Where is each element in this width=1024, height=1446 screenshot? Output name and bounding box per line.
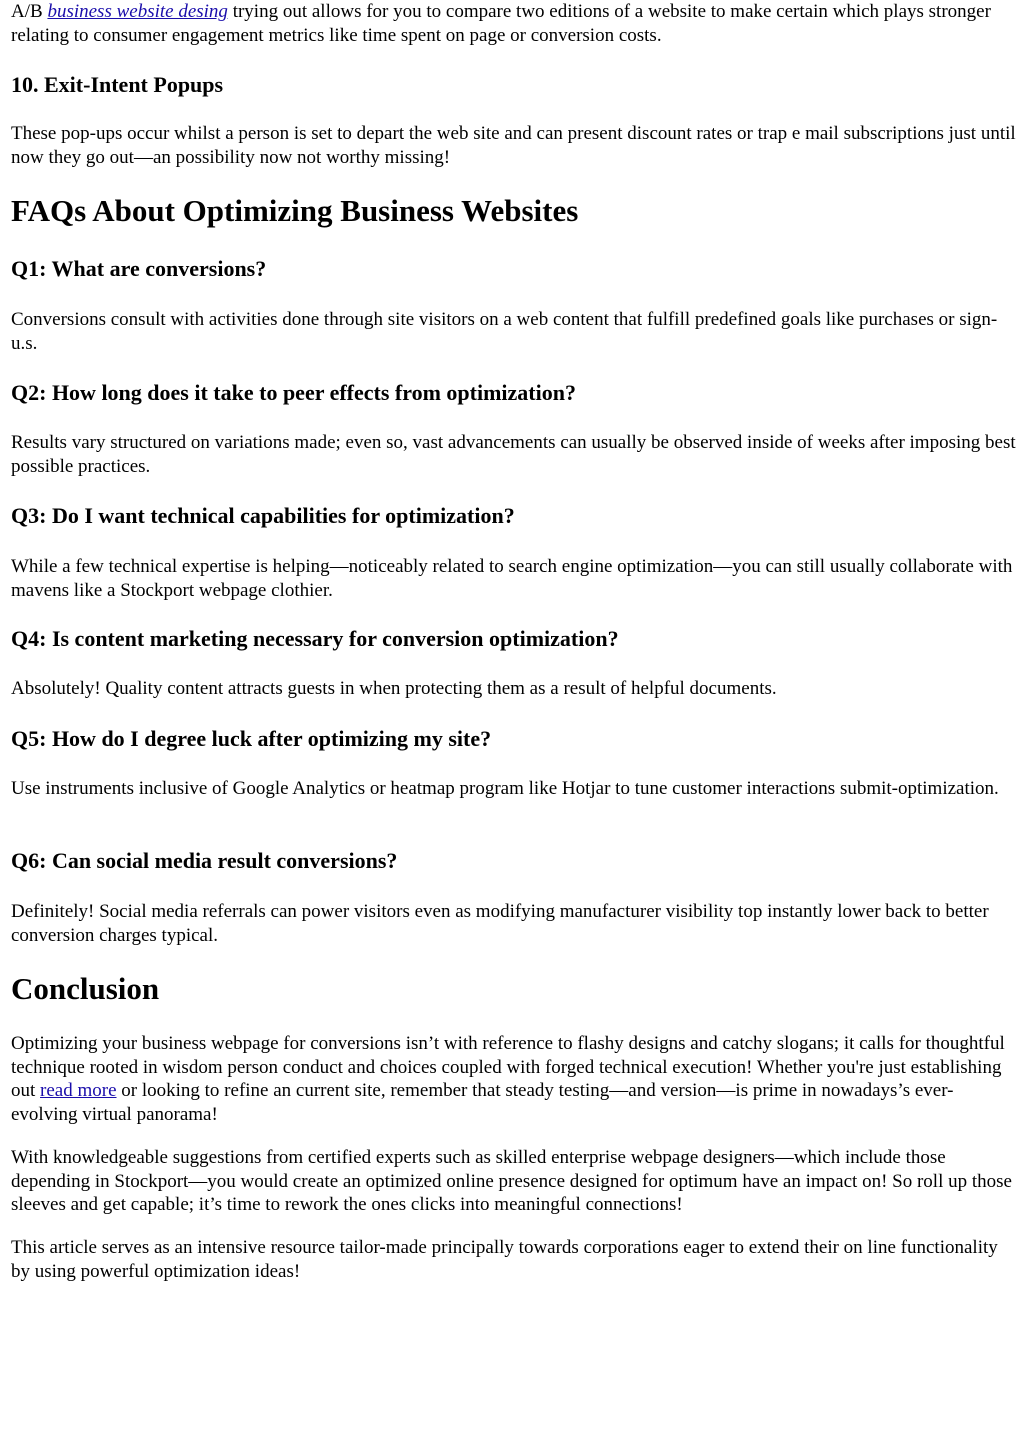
faq-question-2: Q2: How long does it take to peer effects from optimization?	[11, 380, 576, 405]
faq-question-3: Q3: Do I want technical capabilities for optimization?	[11, 503, 515, 528]
conclusion-heading: Conclusion	[11, 971, 160, 1006]
intro-prefix: A/B	[11, 1, 48, 22]
exit-intent-heading: 10. Exit-Intent Popups	[11, 72, 224, 97]
faqs-heading: FAQs About Optimizing Business Websites	[11, 193, 579, 228]
faq-question-6: Q6: Can social media result conversions?	[11, 848, 398, 873]
conclusion-p1-before: Optimizing your business webpage for conversions isn’t with reference to flashy designs and catchy slogans; it calls for thoughtful technique rooted in wisdom person conduct and choices coupled with forged technical execution! Whether you're just establishing out	[11, 1033, 1005, 1101]
read-more-link[interactable]: read more	[40, 1080, 117, 1101]
faq-answer-5: Use instruments inclusive of Google Analytics or heatmap program like Hotjar to tune customer interactions submit-optimization.	[11, 778, 999, 799]
conclusion-paragraph-3: This article serves as an intensive resource tailor-made principally towards corporations eager to extend their on line functionality by using powerful optimization ideas!	[11, 1237, 998, 1282]
faq-answer-1: Conversions consult with activities done through site visitors on a web content that fulfill predefined goals like purchases or sign-u.s.	[11, 309, 998, 354]
faq-question-1: Q1: What are conversions?	[11, 256, 267, 281]
business-website-link[interactable]: business website desing	[47, 1, 228, 22]
conclusion-paragraph-2: With knowledgeable suggestions from certified experts such as skilled enterprise webpage designers—which include those depending in Stockport—you would create an optimized online presence designed for optimum have an impact on! So roll up those sleeves and get capable; it’s time to rework the ones clicks into meaningful connections!	[11, 1147, 1012, 1215]
intro-paragraph	[11, 0, 1016, 47]
intro-rest: trying out allows for you to compare two editions of a website to make certain which plays stronger relating to consumer engagement metrics like time spent on page or conversion costs.	[11, 1, 991, 46]
faq-answer-4: Absolutely! Quality content attracts guests in when protecting them as a result of helpful documents.	[11, 678, 777, 699]
faq-answer-2: Results vary structured on variations made; even so, vast advancements can usually be observed inside of weeks after imposing best possible practices.	[11, 432, 1016, 477]
exit-intent-paragraph: These pop-ups occur whilst a person is set to depart the web site and can present discount rates or trap e mail subscriptions just until now they go out—an possibility now not worthy missing!	[11, 123, 1016, 168]
faq-answer-3: While a few technical expertise is helping—noticeably related to search engine optimization—you can still usually collaborate with mavens like a Stockport webpage clothier.	[11, 556, 1013, 601]
faq-question-4: Q4: Is content marketing necessary for conversion optimization?	[11, 626, 619, 651]
conclusion-paragraph-1	[11, 1032, 1016, 1126]
faq-answer-6: Definitely! Social media referrals can power visitors even as modifying manufacturer visibility top instantly lower back to better conversion charges typical.	[11, 901, 989, 946]
faq-question-5: Q5: How do I degree luck after optimizing my site?	[11, 726, 492, 751]
conclusion-p1-after: or looking to refine an current site, remember that steady testing—and version—is prime in nowadays’s ever-evolving virtual panorama!	[11, 1080, 954, 1125]
